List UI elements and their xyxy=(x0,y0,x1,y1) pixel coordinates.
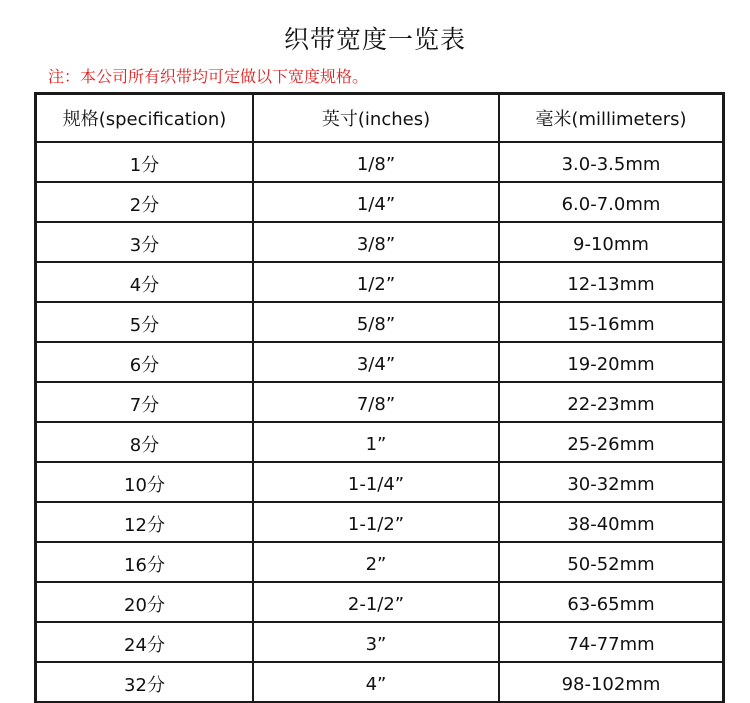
table-row xyxy=(36,622,723,662)
cell-millimeters: 19-20mm xyxy=(499,342,723,382)
cell-specification: 12分 xyxy=(36,502,253,542)
cell-specification: 16分 xyxy=(36,542,253,582)
table-body xyxy=(36,142,723,702)
table-row xyxy=(36,542,723,582)
cell-inches: 7/8” xyxy=(253,382,499,422)
header-inches: 英寸(inches) xyxy=(253,94,499,142)
cell-inches: 1” xyxy=(253,422,499,462)
cell-inches: 1-1/4” xyxy=(253,462,499,502)
cell-millimeters: 50-52mm xyxy=(499,542,723,582)
cell-specification: 32分 xyxy=(36,662,253,702)
cell-inches: 1/4” xyxy=(253,182,499,222)
cell-specification: 7分 xyxy=(36,382,253,422)
table-row xyxy=(36,182,723,222)
cell-inches: 3/4” xyxy=(253,342,499,382)
cell-specification: 20分 xyxy=(36,582,253,622)
cell-specification: 8分 xyxy=(36,422,253,462)
cell-specification: 3分 xyxy=(36,222,253,262)
cell-millimeters: 22-23mm xyxy=(499,382,723,422)
table-row xyxy=(36,222,723,262)
cell-specification: 4分 xyxy=(36,262,253,302)
table-row xyxy=(36,262,723,302)
table-header-row xyxy=(36,94,723,142)
table-row xyxy=(36,302,723,342)
page-title: 织带宽度一览表 xyxy=(283,25,466,54)
cell-millimeters: 25-26mm xyxy=(499,422,723,462)
cell-inches: 1/2” xyxy=(253,262,499,302)
cell-millimeters: 30-32mm xyxy=(499,462,723,502)
cell-specification: 10分 xyxy=(36,462,253,502)
table-row xyxy=(36,662,723,702)
cell-inches: 1-1/2” xyxy=(253,502,499,542)
cell-specification: 5分 xyxy=(36,302,253,342)
cell-millimeters: 9-10mm xyxy=(499,222,723,262)
cell-specification: 6分 xyxy=(36,342,253,382)
cell-millimeters: 3.0-3.5mm xyxy=(499,142,723,182)
cell-specification: 24分 xyxy=(36,622,253,662)
table-row xyxy=(36,462,723,502)
cell-millimeters: 12-13mm xyxy=(499,262,723,302)
cell-millimeters: 63-65mm xyxy=(499,582,723,622)
table-row xyxy=(36,142,723,182)
cell-millimeters: 74-77mm xyxy=(499,622,723,662)
width-spec-table xyxy=(35,93,724,703)
cell-millimeters: 6.0-7.0mm xyxy=(499,182,723,222)
header-specification: 规格(specification) xyxy=(36,94,253,142)
cell-millimeters: 98-102mm xyxy=(499,662,723,702)
cell-specification: 1分 xyxy=(36,142,253,182)
cell-inches: 3” xyxy=(253,622,499,662)
cell-inches: 2” xyxy=(253,542,499,582)
customization-note: 注：本公司所有织带均可定做以下宽度规格。 xyxy=(48,67,369,86)
cell-specification: 2分 xyxy=(36,182,253,222)
header-millimeters: 毫米(millimeters) xyxy=(499,94,723,142)
cell-inches: 4” xyxy=(253,662,499,702)
table-row xyxy=(36,342,723,382)
cell-inches: 5/8” xyxy=(253,302,499,342)
cell-millimeters: 38-40mm xyxy=(499,502,723,542)
cell-inches: 1/8” xyxy=(253,142,499,182)
table-row xyxy=(36,422,723,462)
cell-inches: 2-1/2” xyxy=(253,582,499,622)
table-row xyxy=(36,382,723,422)
cell-millimeters: 15-16mm xyxy=(499,302,723,342)
table-row xyxy=(36,502,723,542)
table-row xyxy=(36,582,723,622)
cell-inches: 3/8” xyxy=(253,222,499,262)
